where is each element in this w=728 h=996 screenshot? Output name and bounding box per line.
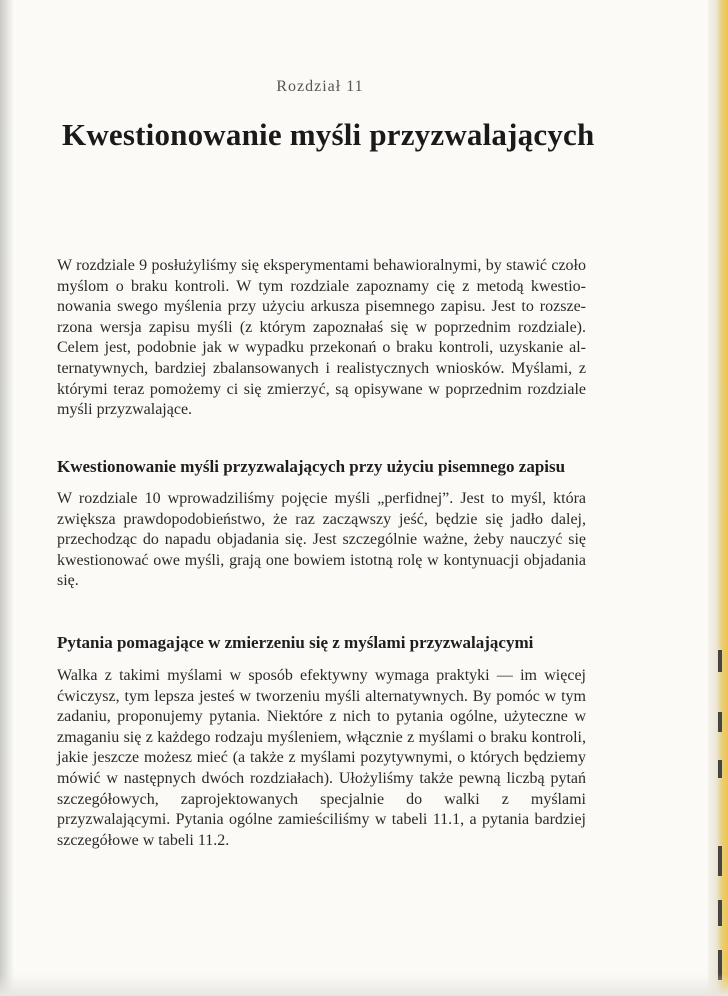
section-heading: Pytania pomagające w zmierzeniu się z myślami przyzwalającymi [57, 633, 534, 652]
chapter-title: Kwestionowanie myśli przyzwalających [62, 117, 595, 152]
intro-paragraph: W rozdziale 9 posłużyliśmy się eksperymentami behawioralnymi, by stawić czoło myślom o braku kontroli. W tym rozdziale zapoznamy cię z metodą kwestionowania swego myślenia przy użyciu arkusza pisemnego zapisu. Jest to rozszerzona wersja zapisu myśli (z którym zapoznałaś się w poprzednim rozdziale). Celem jest, podobnie jak w wypadku przekonań o braku kontroli, uzyskanie alternatywnych, bardziej zbalansowanych i realistycznych wniosków. Myślami, z którymi teraz pomożemy ci się zmierzyć, są opisywane w poprzednim rozdziale myśli przyzwalające. [57, 257, 586, 419]
page-left-shadow [0, 0, 14, 996]
chapter-label: Rozdział 11 [276, 78, 364, 95]
section-paragraph: W rozdziale 10 wprowadziliśmy pojęcie myśli „perfidnej”. Jest to myśl, która zwiększa prawdopodobieństwo, że raz zacząwszy jeść, będzie się jadło dalej, przechodząc do napadu objadania się. Jest szczególnie ważne, żeby nauczyć się kwestionować owe myśli, grają one bowiem istotną rolę w kontynuacji objadania się. [57, 490, 586, 590]
section-paragraph: Walka z takimi myślami w sposób efektywny wymaga praktyki — im więcej ćwiczysz, tym lepsza jesteś w tworzeniu myśli alternatywnych. By pomóc w tym zadaniu, proponujemy pytania. Niektóre z nich to pytania ogólne, użyteczne w zmaganiu się z każdego rodzaju myśleniem, włącznie z myślami o braku kontroli, jakie jeszcze możesz mieć (a także z myślami pozytywnymi, o których będziemy mówić w następnych dwóch rozdziałach). Ułożyliśmy także pewną liczbą pytań szczegółowych, zaprojektowanych specjalnie do walki z myślami przyzwalającymi. Pytania ogólne zamieściliśmy w tabeli 11.1, a pytania bardziej szczegółowe w tabeli 11.2. [57, 667, 586, 849]
page-bottom-shadow [0, 974, 728, 996]
section-heading: Kwestionowanie myśli przyzwalających przy użyciu pisemnego zapisu [57, 457, 566, 476]
